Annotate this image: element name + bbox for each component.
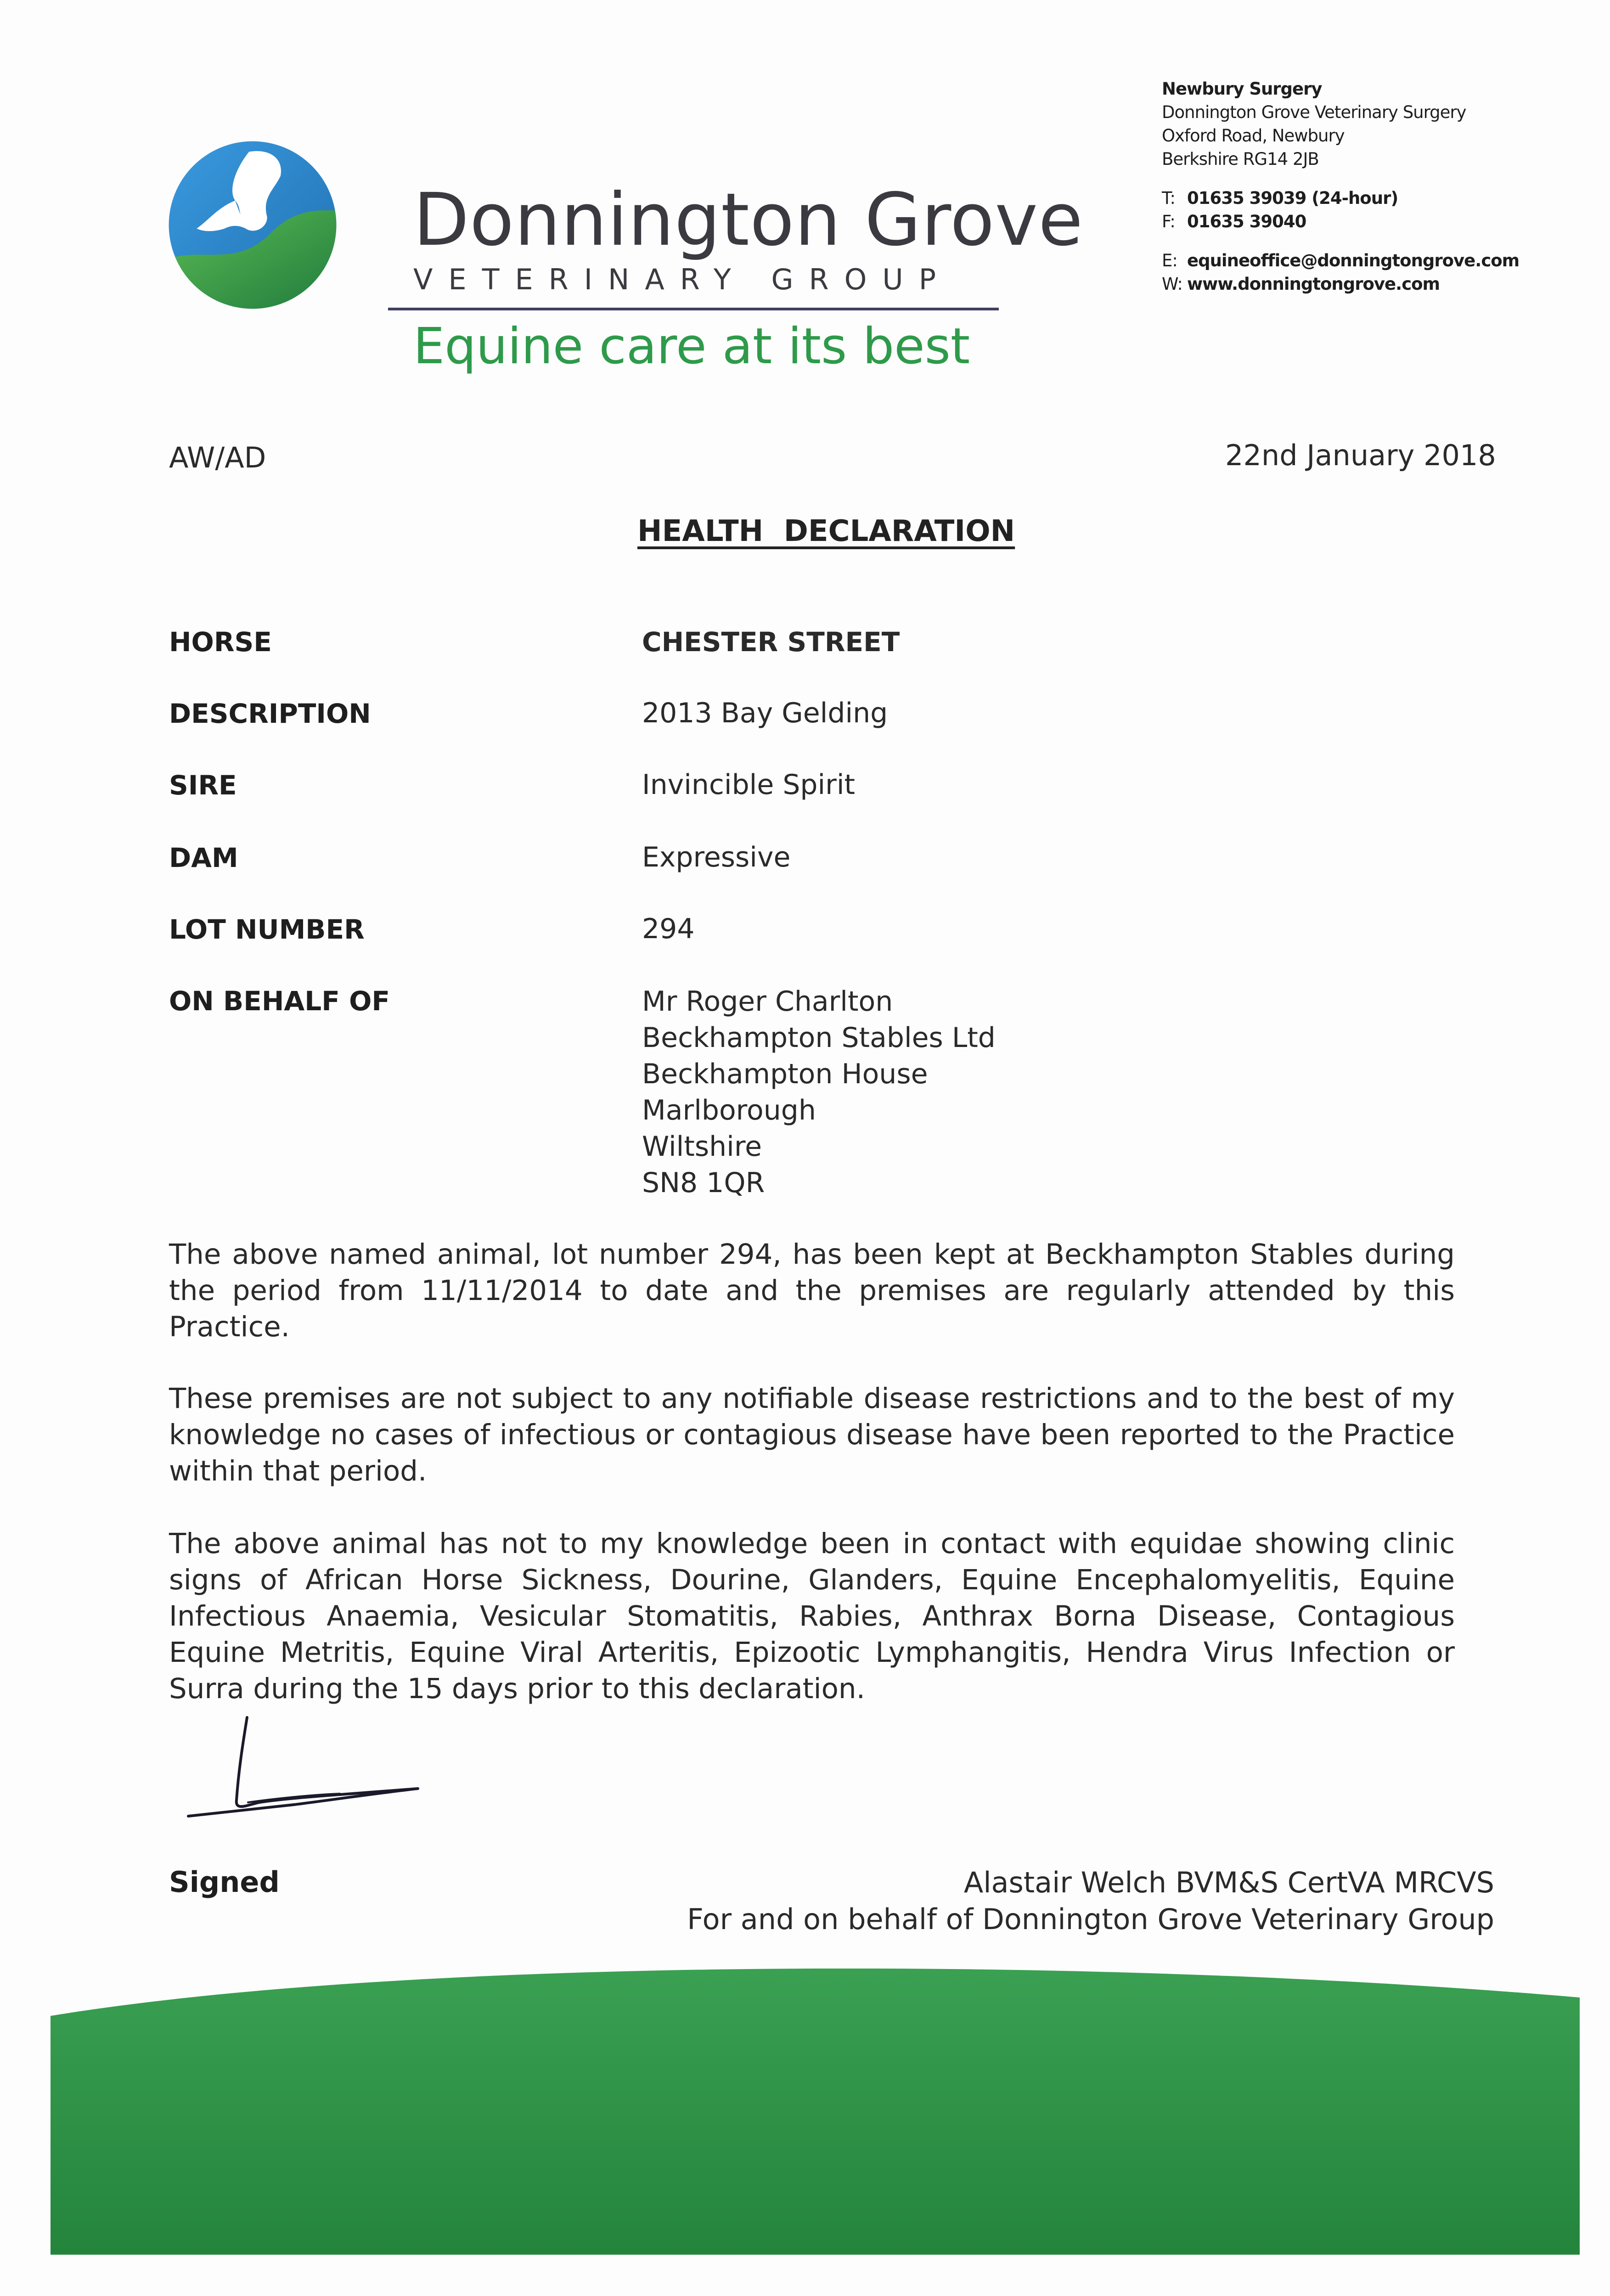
brand-name: Donnington Grove — [413, 178, 1084, 262]
sire-label: SIRE — [169, 770, 237, 801]
address-line: Mr Roger Charlton — [642, 985, 893, 1018]
horse-value: CHESTER STREET — [642, 626, 900, 658]
dam-label: DAM — [169, 842, 238, 873]
surgery-heading: Newbury Surgery — [1162, 79, 1322, 99]
sire-value: Invincible Spirit — [642, 769, 856, 801]
letter-reference: AW/AD — [169, 441, 266, 474]
fax-number: 01635 39040 — [1187, 212, 1306, 231]
signer-on-behalf: For and on behalf of Donnington Grove Veterinary Group — [687, 1902, 1494, 1936]
lot-number-label: LOT NUMBER — [169, 914, 365, 945]
surgery-fax — [1162, 210, 1519, 233]
email-address: equineoffice@donningtongrove.com — [1187, 251, 1520, 270]
dam-value: Expressive — [642, 841, 791, 873]
phone-number: 01635 39039 (24-hour) — [1187, 188, 1398, 208]
horse-label: HORSE — [169, 626, 272, 658]
web-label: W: — [1162, 274, 1182, 294]
surgery-address-line: Berkshire RG14 2JB — [1162, 149, 1319, 169]
surgery-email — [1162, 249, 1519, 272]
declaration-paragraph: The above named animal, lot number 294, has been kept at Beckhampton Stables during the period from 11/11/2014 to date and the premises are regularly attended by this Practice. — [169, 1238, 1455, 1343]
address-line: Beckhampton Stables Ltd — [642, 1022, 996, 1054]
signer-name: Alastair Welch BVM&S CertVA MRCVS — [963, 1866, 1494, 1899]
description-label: DESCRIPTION — [169, 698, 371, 729]
page-title: HEALTH DECLARATION — [637, 514, 1015, 548]
surgery-web — [1162, 272, 1519, 296]
declaration-paragraph: These premises are not subject to any notifiable disease restrictions and to the best of my knowledge no cases of infectious or contagious disease have been reported to the Practice within that period. — [169, 1382, 1455, 1487]
address-line: Wiltshire — [642, 1131, 762, 1163]
signature-image — [179, 1713, 436, 1828]
signed-label: Signed — [169, 1865, 280, 1899]
fax-label: F: — [1162, 212, 1175, 231]
footer-band — [0, 1947, 1610, 2296]
surgery-address-line: Donnington Grove Veterinary Surgery — [1162, 102, 1466, 122]
letter-date: 22nd January 2018 — [1225, 439, 1496, 472]
brand-subtitle: VETERINARY GROUP — [413, 263, 952, 296]
surgery-address-line: Oxford Road, Newbury — [1162, 126, 1345, 146]
brand-divider — [388, 308, 999, 310]
description-value: 2013 Bay Gelding — [642, 697, 888, 729]
on-behalf-address — [642, 984, 996, 1201]
surgery-contact — [1162, 77, 1519, 296]
address-line: SN8 1QR — [642, 1167, 765, 1199]
address-line: Marlborough — [642, 1094, 816, 1126]
horse-head-logo — [165, 138, 340, 312]
web-address: www.donningtongrove.com — [1187, 274, 1440, 294]
lot-number-value: 294 — [642, 913, 695, 945]
email-label: E: — [1162, 251, 1177, 270]
declaration-paragraph: The above animal has not to my knowledge been in contact with equidae showing clinic signs of African Horse Sickness, Dourine, Glanders, Equine Encephalomyelitis, Equine Infectious Anaemia, Vesicular Stomatitis, Rabies, Anthrax Borna Disease, Contagious Equine Metritis, Equine Viral Arteritis, Epizootic Lymphangitis, Hendra Virus Infection or Surra during the 15 days prior to this declaration. — [169, 1527, 1455, 1705]
phone-label: T: — [1162, 188, 1176, 208]
signer-block — [687, 1864, 1494, 1938]
brand-tagline: Equine care at its best — [413, 318, 970, 375]
address-line: Beckhampton House — [642, 1058, 928, 1090]
on-behalf-label: ON BEHALF OF — [169, 985, 390, 1017]
surgery-phone — [1162, 186, 1519, 210]
